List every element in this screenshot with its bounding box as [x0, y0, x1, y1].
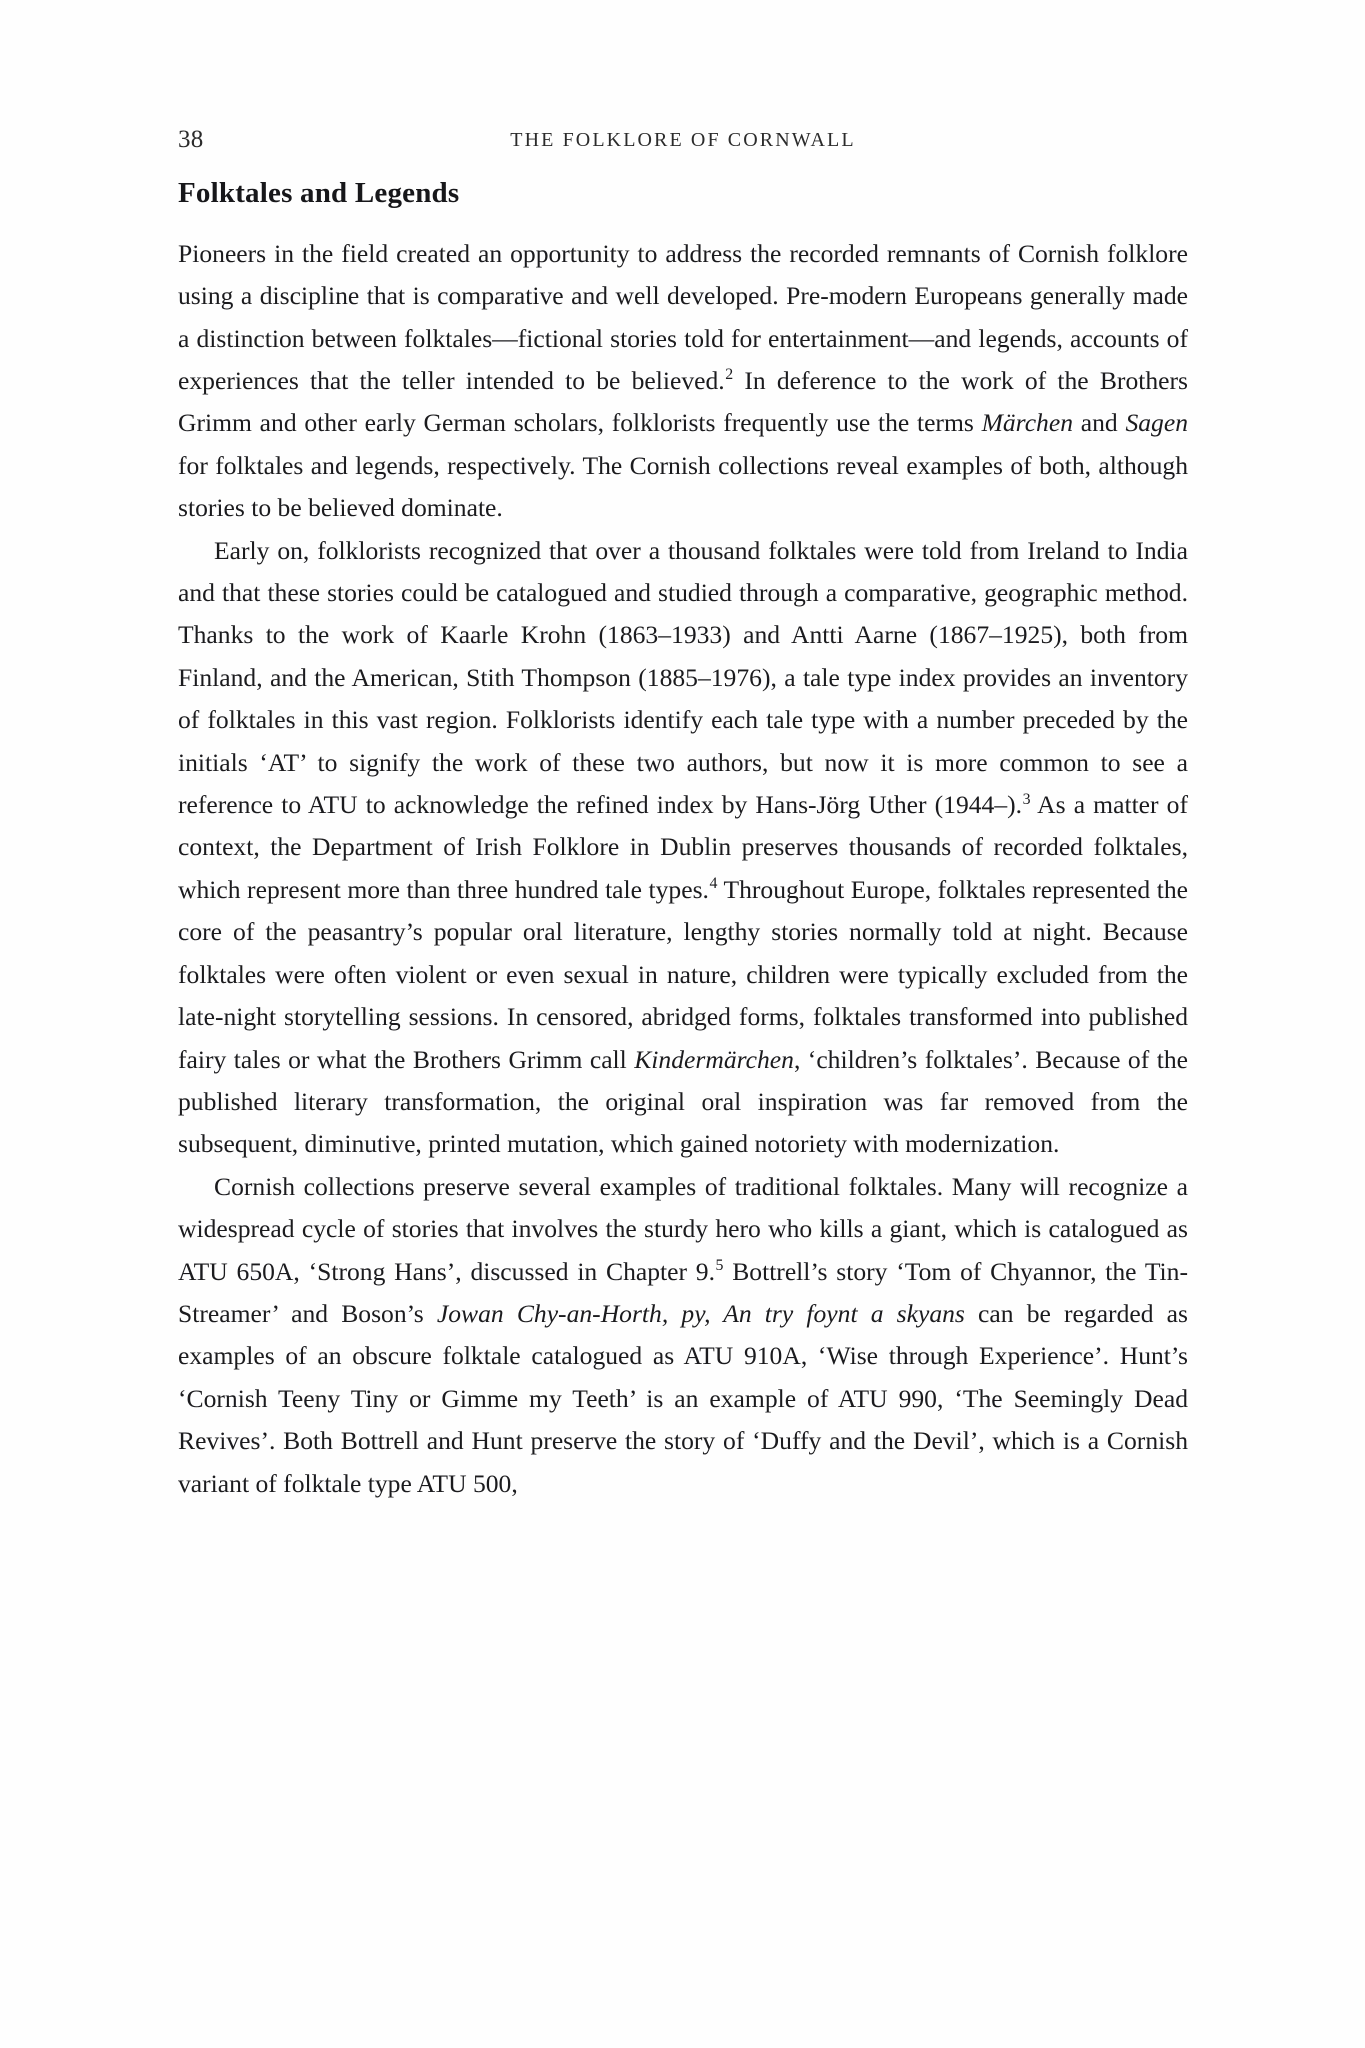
- par1-text-d: for folktales and legends, respectively. The Cornish collections reveal examples of both, although stories to be believed dominate.: [178, 450, 1188, 523]
- footnote-marker-5: 5: [715, 1257, 724, 1275]
- running-head-title: THE FOLKLORE OF CORNWALL: [510, 129, 856, 151]
- par1-text-b: In deference to the work of the Brothers Grimm and other early German scholars, folklorists frequently use the terms: [178, 366, 1189, 438]
- term-sagen: Sagen: [1125, 408, 1188, 438]
- term-jowan-chy-an-horth: Jowan Chy-an-Horth, py, An try foynt a skyans: [436, 1298, 965, 1328]
- par3-text-c: can be regarded as examples of an obscure folktale catalogued as ATU 910A, ‘Wise through Experience’. Hunt’s ‘Cornish Teeny Tiny or Gimme my Teeth’ is an example of ATU 990, ‘The Seemingly Dead Revives’. Both Bottrell and Hunt preserve the story of ‘Duffy and the Devil’, which is a Cornish variant of folktale type ATU 500,: [178, 1298, 1188, 1498]
- par3-text-b: Bottrell’s story ‘Tom of Chyannor, the Tin-Streamer’ and Boson’s: [178, 1256, 1188, 1328]
- paragraph-3: [178, 1166, 1188, 1505]
- par2-text-b: As a matter of context, the Department of Irish Folklore in Dublin preserves thousands of recorded folktales, which represent more than three hundred tale types.: [178, 790, 1188, 904]
- paragraph-2: [178, 530, 1188, 1166]
- section-heading: Folktales and Legends: [178, 177, 460, 209]
- term-marchen: Märchen: [981, 408, 1074, 438]
- running-head: [178, 126, 1188, 160]
- footnote-marker-4: 4: [709, 875, 718, 893]
- term-kindermarchen: Kindermärchen: [634, 1044, 794, 1074]
- paragraph-1: [178, 233, 1188, 530]
- par1-text-a: Pioneers in the field created an opportunity to address the recorded remnants of Cornish folklore using a discipline that is comparative and well developed. Pre-modern Europeans generally made a distinction between folktales—fictional stories told for entertainment—and legends, accounts of experiences that the teller intended to be believed.: [178, 238, 1188, 396]
- par3-text-a: Cornish collections preserve several examples of traditional folktales. Many will recognize a widespread cycle of stories that involves the sturdy hero who kills a giant, which is catalogued as ATU 650A, ‘Strong Hans’, discussed in Chapter 9.: [178, 1171, 1188, 1286]
- page-number: 38: [178, 126, 204, 153]
- par2-text-d: , ‘children’s folktales’. Because of the published literary transformation, the original oral inspiration was far removed from the subsequent, diminutive, printed mutation, which gained notoriety with modernization.: [178, 1044, 1188, 1159]
- footnote-marker-3: 3: [1022, 790, 1031, 808]
- par1-text-c: and: [1073, 408, 1126, 438]
- par2-text-a: Early on, folklorists recognized that over a thousand folktales were told from Ireland to India and that these stories could be catalogued and studied through a comparative, geographic method. Thanks to the work of Kaarle Krohn (1863–1933) and Antti Aarne (1867–1925), both from Finland, and the American, Stith Thompson (1885–1976), a tale type index provides an inventory of folktales in this vast region. Folklorists identify each tale type with a number preceded by the initials ‘AT’ to signify the work of these two authors, but now it is more common to see a reference to ATU to acknowledge the refined index by Hans-Jörg Uther (1944–).: [178, 535, 1188, 820]
- page-content: [178, 176, 1188, 1505]
- footnote-marker-2: 2: [725, 366, 734, 384]
- par2-text-c: Throughout Europe, folktales represented the core of the peasantry’s popular oral literature, lengthy stories normally told at night. Because folktales were often violent or even sexual in nature, children were typically excluded from the late-night storytelling sessions. In censored, abridged forms, folktales transformed into published fairy tales or what the Brothers Grimm call: [178, 874, 1188, 1074]
